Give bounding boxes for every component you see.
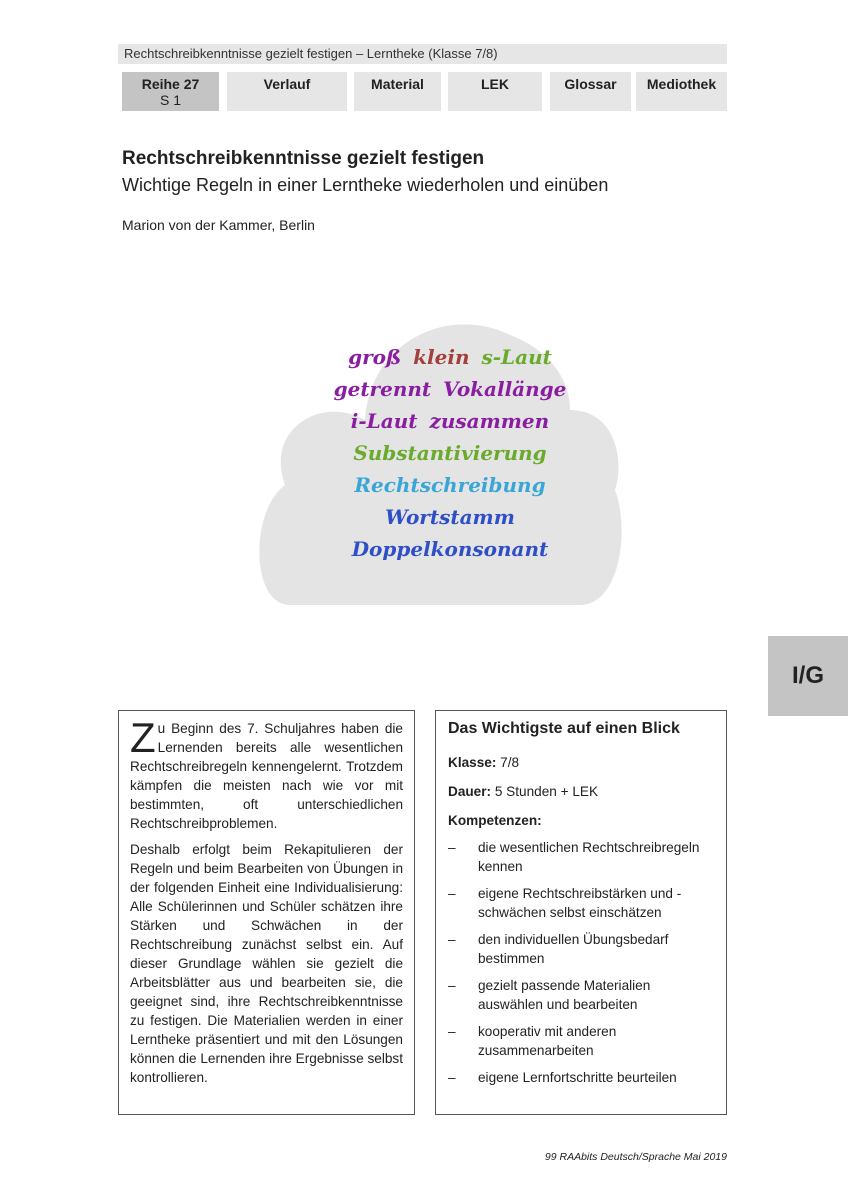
klasse-row	[448, 753, 714, 772]
word-klein: klein	[413, 345, 470, 369]
tab-label: Reihe 27	[141, 76, 200, 92]
kompetenzen-label: Kompetenzen:	[448, 813, 542, 828]
footer-source: 99 RAAbits Deutsch/Sprache Mai 2019	[544, 1151, 727, 1163]
word-getrennt: getrennt	[333, 377, 432, 401]
tab-material[interactable]: Material	[354, 72, 441, 111]
running-title: Rechtschreibkenntnisse gezielt festigen – Lerntheke (Klasse 7/8)	[118, 44, 727, 64]
list-item: – eigene Lernfortschritte beurteilen	[448, 1068, 714, 1087]
word-wortstamm: Wortstamm	[385, 505, 515, 529]
author: Marion von der Kammer, Berlin	[122, 217, 315, 233]
list-item: – den individuellen Übungsbedarf bestimmen	[448, 930, 714, 968]
intro-text-1: u Beginn des 7. Schuljahres haben die Lernenden bereits alle wesentlichen Rechtschreibregeln kennengelernt. Trotzdem kämpfen die meisten nach wie vor mit bestimmten, oft unterschiedlichen Rechtschreibproblemen.	[130, 721, 403, 831]
word-row	[352, 534, 549, 564]
word-row	[348, 342, 552, 372]
dauer-label: Dauer:	[448, 784, 492, 799]
word-row	[334, 374, 567, 404]
word-substantivierung: Substantivierung	[353, 441, 547, 465]
page-title: Rechtschreibkenntnisse gezielt festigen	[122, 148, 485, 169]
word-vokallaenge: Vokallänge	[443, 377, 567, 401]
kompetenzen-list	[448, 838, 714, 1087]
word-row	[385, 502, 515, 532]
word-gross: groß	[348, 345, 402, 369]
drop-cap: Z	[130, 714, 156, 761]
tab-lek[interactable]: LEK	[448, 72, 542, 111]
summary-heading: Das Wichtigste auf einen Blick	[448, 720, 680, 737]
word-s-laut: s-Laut	[481, 345, 552, 369]
word-cloud	[250, 300, 630, 620]
word-doppelkonsonant: Doppelkonsonant	[351, 537, 549, 561]
list-item: – die wesentlichen Rechtschreibregeln kennen	[448, 838, 714, 876]
intro-paragraph-2: Deshalb erfolgt beim Rekapitulieren der Regeln und beim Bearbeiten von Übungen in der folgenden Einheit eine Individualisierung: Alle Schülerinnen und Schüler schätzen ihre Stärken und Schwächen in der Rechtschreibung zunächst selbst ein. Auf dieser Grundlage wählen sie gezielt die Arbeitsblätter aus und bearbeiten sie, die geeignet sind, ihre Rechtschreibkenntnisse zu festigen. Die Materialien werden in einer Lerntheke präsentiert und mit den Lösungen können die Lernenden ihre Ergebnisse selbst kontrollieren.	[130, 842, 403, 1085]
word-i-laut: i-Laut	[350, 409, 418, 433]
word-row	[353, 438, 546, 468]
tab-mediothek[interactable]: Mediothek	[636, 72, 727, 111]
tab-sublabel: S 1	[159, 92, 181, 108]
tab-reihe[interactable]	[122, 72, 219, 111]
klasse-label: Klasse:	[448, 755, 497, 770]
list-item: – kooperativ mit anderen zusammenarbeiten	[448, 1022, 714, 1060]
word-rechtschreibung: Rechtschreibung	[354, 473, 546, 497]
list-item: – eigene Rechtschreibstärken und -schwächen selbst einschätzen	[448, 884, 714, 922]
page-subtitle: Wichtige Regeln in einer Lerntheke wiederholen und einüben	[122, 175, 609, 195]
intro-box	[118, 710, 415, 1115]
list-item: – gezielt passende Materialien auswählen und bearbeiten	[448, 976, 714, 1014]
tab-glossar[interactable]: Glossar	[550, 72, 631, 111]
word-list	[290, 342, 610, 564]
tab-verlauf[interactable]: Verlauf	[227, 72, 347, 111]
summary-box	[435, 710, 727, 1115]
klasse-value: 7/8	[496, 755, 520, 770]
word-zusammen: zusammen	[429, 409, 550, 433]
intro-paragraph-1	[130, 714, 403, 833]
dauer-value: 5 Stunden + LEK	[491, 784, 599, 799]
word-row	[354, 470, 545, 500]
word-row	[351, 406, 549, 436]
section-label: I/G	[768, 636, 848, 716]
dauer-row	[448, 782, 714, 801]
